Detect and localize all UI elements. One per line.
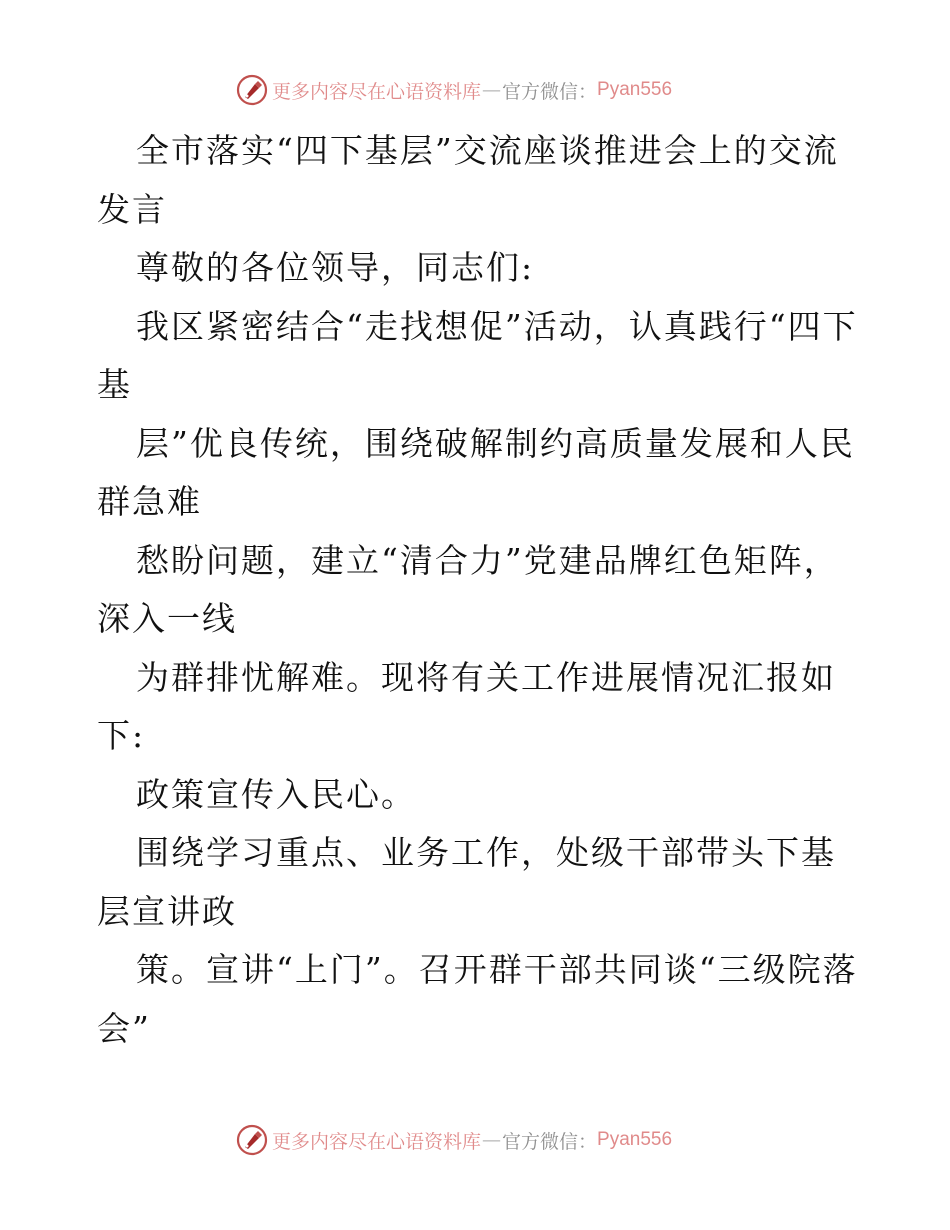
paragraph: 围绕学习重点、业务工作，处级干部带头下基层宣讲政 (97, 833, 836, 931)
header-watermark (236, 74, 672, 106)
document-title: 全市落实“四下基层”交流座谈推进会上的交流发言 (97, 131, 839, 229)
watermark-separator: — (482, 79, 502, 101)
watermark-wechat-label: 官方微信： (502, 1130, 598, 1153)
paragraph: 策。宣讲“上门”。召开群干部共同谈“三级院落会” (97, 950, 858, 1048)
document-body (97, 122, 867, 1058)
watermark-text: 更多内容尽在心语资料库 (272, 80, 482, 103)
salutation: 尊敬的各位领导，同志们: (136, 248, 535, 287)
paragraph: 层”优良传统，围绕破解制约高质量发展和人民群急难 (97, 423, 855, 521)
watermark-wechat-id: Pyan556 (597, 79, 673, 100)
watermark-text: 更多内容尽在心语资料库 (272, 1130, 482, 1153)
watermark-separator: — (482, 1129, 502, 1151)
section-heading: 政策宣传入民心。 (136, 774, 416, 814)
watermark-wechat-id: Pyan556 (597, 1129, 673, 1150)
paragraph: 为群排忧解难。现将有关工作进展情况汇报如下: (97, 657, 836, 755)
footer-watermark (236, 1124, 672, 1156)
watermark-wechat-label: 官方微信： (502, 80, 598, 103)
pen-nib-logo-icon (236, 74, 268, 106)
pen-nib-logo-icon (236, 1124, 268, 1156)
paragraph: 我区紧密结合“走找想促”活动，认真践行“四下基 (97, 306, 858, 404)
paragraph: 愁盼问题，建立“清合力”党建品牌红色矩阵，深入一线 (97, 540, 839, 638)
